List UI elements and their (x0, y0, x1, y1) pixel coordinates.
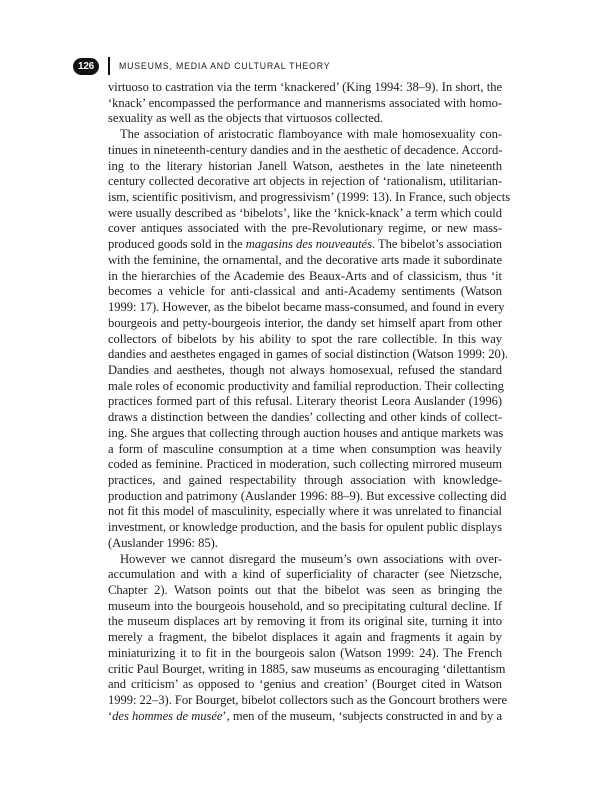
text-line: the museum displaces art by removing it from its original site, turning it into (108, 614, 502, 629)
text-segment: ‘ (108, 708, 113, 723)
text-line: a form of masculine consumption at a time when consumption was heavily (108, 441, 502, 456)
page-header (73, 56, 349, 76)
text-line: virtuoso to castration via the term ‘knackered’ (King 1994: 38–9). In short, the (108, 80, 502, 94)
page-number: 126 (73, 58, 99, 75)
text-line: ‘knack’ encompassed the performance and mannerisms associated with homo- (108, 95, 502, 110)
text-line: becomes a vehicle for anti-classical and anti-Academy sentiments (Watson (108, 284, 502, 299)
text-line: century collected decorative art objects in rejection of ‘rationalism, utilitarian- (108, 174, 502, 189)
text-line: practices formed part of this refusal. Literary theorist Leora Auslander (1996) (108, 394, 502, 409)
text-line: with the feminine, the ornamental, and the decorative arts made it subordinate (108, 252, 502, 267)
text-segment: ’, men of the museum, ‘subjects constructed in and by a (222, 708, 502, 723)
text-line (108, 709, 502, 725)
text-line: 1999: 22–3). For Bourget, bibelot collectors such as the Goncourt brothers were (108, 693, 508, 708)
text-line: were usually described as ‘bibelots’, like the ‘knick-knack’ a term which could (108, 205, 502, 220)
text-line: production and patrimony (Auslander 1996: 88–9). But excessive collecting did (108, 488, 507, 503)
text-line: accumulation and with a kind of superficiality of character (see Nietzsche, (108, 567, 502, 582)
text-line: ing to the literary historian Janell Watson, aesthetes in the late nineteenth (108, 158, 502, 173)
text-line: dandies and aesthetes engaged in games of social distinction (Watson 1999: 20). (108, 347, 509, 362)
header-divider (108, 57, 110, 75)
text-line: tinues in nineteenth-century dandies and in the aesthetic of decadence. Accord- (108, 142, 503, 157)
text-segment: produced goods sold in the (108, 237, 246, 252)
text-line: bourgeois and petty-bourgeois interior, the dandy set himself apart from other (108, 315, 502, 330)
text-line: ing. She argues that collecting through auction houses and antique markets was (108, 425, 504, 440)
text-line: critic Paul Bourget, writing in 1885, saw museums as encouraging ‘dilettantism (108, 661, 506, 676)
text-line: male roles of economic productivity and familial reproduction. Their collecting (108, 378, 504, 393)
text-line: coded as feminine. Practiced in moderation, such collecting mirrored museum (108, 457, 502, 472)
running-head: MUSEUMS, MEDIA AND CULTURAL THEORY (119, 60, 331, 72)
italic-term: magasins des nouveautés (245, 237, 372, 252)
body-text (108, 80, 511, 724)
text-line: museum into the bourgeois household, and so precipitating cultural decline. If (108, 598, 502, 613)
text-line: 1999: 17). However, as the bibelot became mass-consumed, and found in every (108, 300, 505, 315)
text-line: The association of aristocratic flamboyance with male homosexuality con- (120, 127, 502, 142)
text-line: investment, or knowledge production, and the basis for opulent public displays (108, 520, 502, 535)
text-line: cover antiques associated with the pre-Revolutionary regime, or new mass- (108, 221, 502, 236)
text-line: and criticism’ as opposed to ‘genius and creation’ (Bourget cited in Watson (108, 677, 502, 692)
text-line: Dandies and aesthetes, though not always homosexual, refused the standard (108, 362, 502, 377)
text-line: (Auslander 1996: 85). (108, 535, 218, 550)
text-line (108, 237, 502, 253)
text-line: ism, scientific positivism, and progressivism’ (1999: 13). In France, such objects (108, 190, 511, 205)
text-segment: . The bibelot’s association (371, 237, 502, 252)
text-line: sexuality as well as the objects that virtuosos collected. (108, 111, 384, 126)
text-line: collectors of bibelots by his ability to spot the rare collectible. In this way (108, 331, 502, 346)
text-line: draws a distinction between the dandies’ collecting and other kinds of collect- (108, 410, 502, 425)
text-line: merely a fragment, the bibelot displaces it again and fragments it again by (108, 630, 502, 645)
text-line: miniaturizing it to fit in the bourgeois salon (Watson 1999: 24). The French (108, 645, 502, 660)
italic-term: des hommes de musée (112, 708, 223, 723)
text-line: Chapter 2). Watson points out that the bibelot was seen as bringing the (108, 583, 502, 597)
text-line: not fit this model of masculinity, especially where it was unrelated to financial (108, 504, 502, 519)
text-line: in the hierarchies of the Academie des Beaux-Arts and of classicism, thus ‘it (108, 268, 502, 283)
text-line: However we cannot disregard the museum’s own associations with over- (120, 551, 502, 566)
text-line: practices, and gained respectability through association with knowledge- (108, 472, 502, 487)
